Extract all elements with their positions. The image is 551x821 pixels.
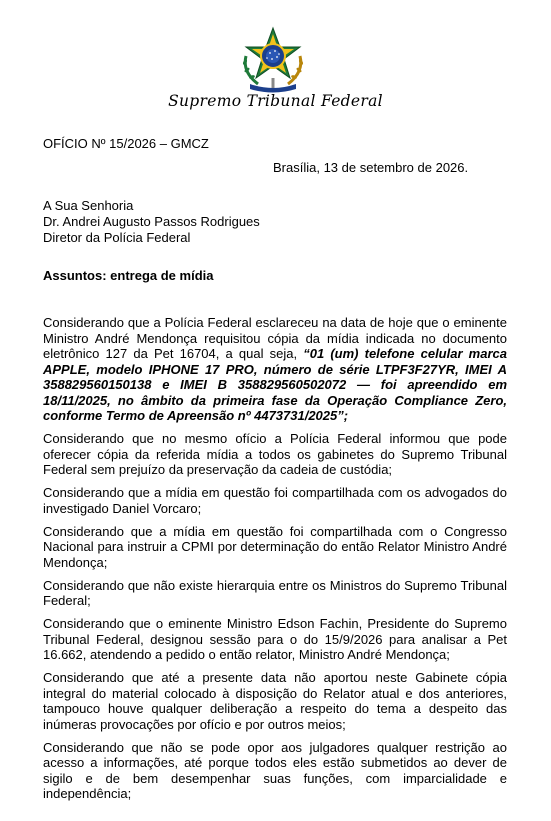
paragraph: Considerando que até a presente data não aportou neste Gabinete cópia integral do material colocado à disposição do Relator atual e dos anteriores, tampouco houve qualquer deliberação a respeito do tema a despeito das inúmeras provocações por ofício e por outros meios; [43,670,507,732]
paragraph: Considerando que o eminente Ministro Edson Fachin, Presidente do Supremo Tribunal Federal, designou sessão para o do 15/9/2026 para analisar a Pet 16.662, atendendo a pedido o então relator, Ministro André Mendonça; [43,616,507,662]
place-date: Brasília, 13 de setembro de 2026. [273,160,469,175]
recipient-title: Diretor da Polícia Federal [43,230,191,245]
recipient-salutation: A Sua Senhoria [43,198,134,213]
subject-line: Assuntos: entrega de mídia [43,268,214,283]
recipient-name: Dr. Andrei Augusto Passos Rodrigues [43,214,260,229]
paragraph-text: Considerando que a Polícia Federal esclareceu na data de hoje que o eminente Ministro André Mendonça requisitou cópia da mídia indicada no documento eletrônico 127 da Pet 16704, a qual seja, [43,315,507,361]
recipient-block [43,198,260,246]
paragraph: Considerando que no mesmo ofício a Polícia Federal informou que pode oferecer cópia da referida mídia a todos os gabinetes do Supremo Tribunal Federal sem prejuízo da preservação da cadeia de custódia; [43,431,507,477]
paragraph: Considerando que a mídia em questão foi compartilhada com o Congresso Nacional para instruir a CPMI por determinação do então Relator Ministro André Mendonça; [43,523,507,570]
paragraph-quote: “01 (um) telefone celular marca APPLE, modelo IPHONE 17 PRO, número de série LTPF3F27YR, IMEI A 358829560150138 e IMEI B 358829560502072 — foi apreendido em 18/11/2025, no âmbito da primeira fase da Operação Compliance Zero, conforme Termo de Apreensão nº 4473731/2025”; [43,346,507,423]
paragraph: Considerando que não se pode opor aos julgadores qualquer restrição ao acesso a informações, até porque todos eles estão submetidos ao dever de sigilo e de bem desempenhar suas funções, com imparcialidade e independência; [43,739,507,801]
coat-of-arms-icon [238,26,308,94]
paragraph: Considerando que não existe hierarquia entre os Ministros do Supremo Tribunal Federal; [43,577,507,608]
paragraph [43,315,507,424]
paragraph: Considerando que a mídia em questão foi compartilhada com os advogados do investigado Daniel Vorcaro; [43,485,507,516]
letter-reference: OFÍCIO Nº 15/2026 – GMCZ [43,136,209,151]
court-name: Supremo Tribunal Federal [168,92,383,110]
letter-body [43,315,507,809]
